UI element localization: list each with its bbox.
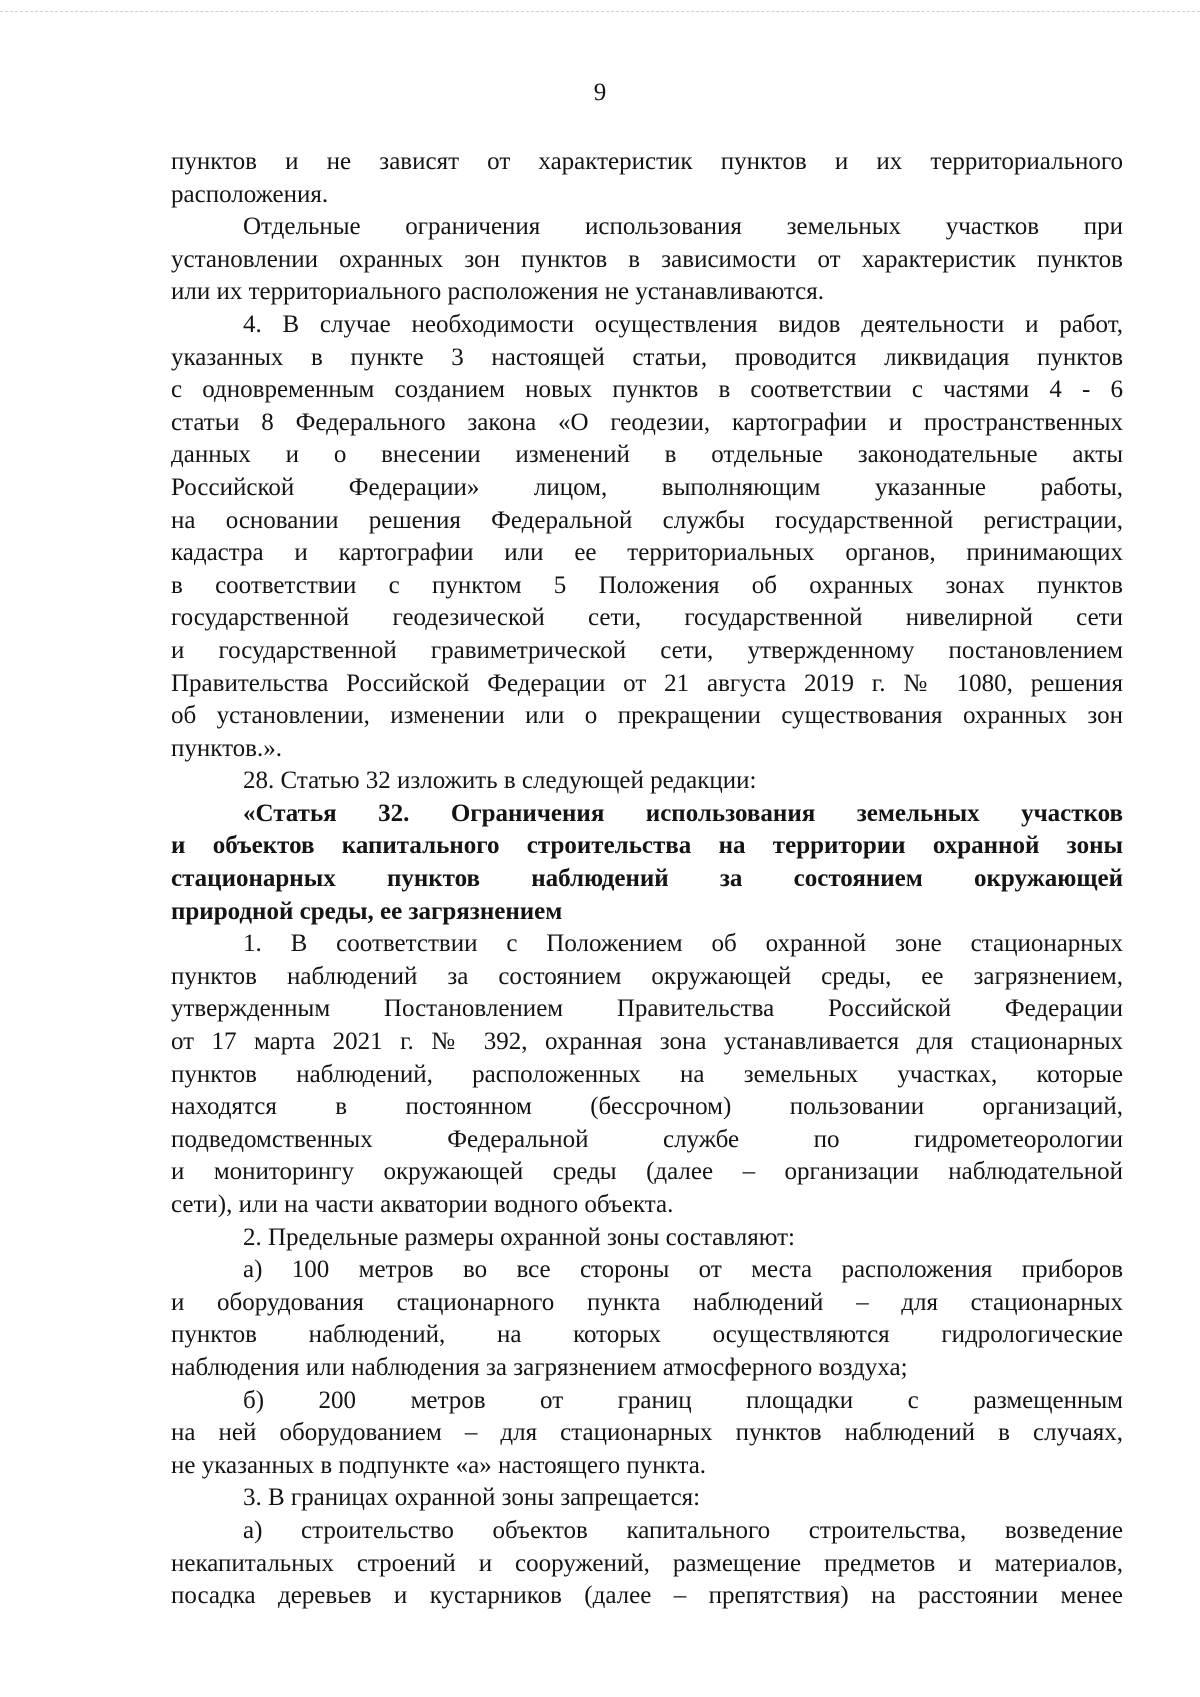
text-line: 1. В соответствии с Положением об охранной зоне стационарных [243,930,1123,958]
text-line: пунктов.». [171,734,282,762]
text-line: 4. В случае необходимости осуществления видов деятельности и работ, [243,310,1123,338]
article-heading-line: и объектов капитального строительства на территории охранной зоны [171,832,1123,860]
article-heading-line: «Статья 32. Ограничения использования земельных участков [243,799,1123,827]
text-line: не указанных в подпункте «а» настоящего пункта. [171,1451,707,1479]
text-line: сети), или на части акватории водного объекта. [171,1191,674,1218]
text-line: пунктов наблюдений, расположенных на земельных участках, которые [171,1060,1123,1088]
text-line: 3. В границах охранной зоны запрещается: [243,1484,701,1512]
text-line: 28. Статью 32 изложить в следующей редакции: [243,767,757,795]
text-line: установлении охранных зон пунктов в зависимости от характеристик пунктов [171,245,1123,273]
text-line: в соответствии с пунктом 5 Положения об охранных зонах пунктов [171,571,1123,599]
text-line: и мониторингу окружающей среды (далее – организации наблюдательной [171,1158,1123,1186]
scan-edge-line [0,11,1200,12]
text-line: с одновременным созданием новых пунктов в соответствии с частями 4 - 6 [171,376,1123,404]
text-line: посадка деревьев и кустарников (далее – препятствия) на расстоянии менее [171,1582,1123,1610]
text-line: а) строительство объектов капитального строительства, возведение [243,1516,1123,1544]
text-line: пунктов наблюдений за состоянием окружающей среды, ее загрязнением, [171,962,1123,990]
text-line: Правительства Российской Федерации от 21 августа 2019 г. № 1080, решения [171,669,1123,697]
text-line: подведомственных Федеральной службе по гидрометеорологии [171,1125,1123,1153]
document-body [171,146,1123,1613]
text-line: статьи 8 Федерального закона «О геодезии, картографии и пространственных [171,408,1123,436]
text-line: некапитальных строений и сооружений, размещение предметов и материалов, [171,1549,1123,1577]
text-line: а) 100 метров во все стороны от места расположения приборов [243,1256,1123,1284]
text-line: указанных в пункте 3 настоящей статьи, проводится ликвидация пунктов [171,343,1123,371]
text-line: данных и о внесении изменений в отдельные законодательные акты [171,441,1123,469]
text-line: и государственной гравиметрической сети, утвержденному постановлением [171,636,1123,664]
text-line: кадастра и картографии или ее территориальных органов, принимающих [171,539,1123,567]
text-line: б) 200 метров от границ площадки с размещенным [243,1386,1123,1414]
text-line: пунктов и не зависят от характеристик пунктов и их территориального [171,148,1123,175]
article-heading-line: стационарных пунктов наблюдений за состоянием окружающей [171,865,1123,893]
text-line: от 17 марта 2021 г. № 392, охранная зона устанавливается для стационарных [171,1028,1123,1056]
text-line: и оборудования стационарного пункта наблюдений – для стационарных [171,1288,1123,1316]
text-line: 2. Предельные размеры охранной зоны составляют: [243,1223,795,1251]
article-heading-line: природной среды, ее загрязнением [171,897,563,925]
text-line: об установлении, изменении или о прекращении существования охранных зон [171,702,1123,730]
text-line: на ней оборудованием – для стационарных пунктов наблюдений в случаях, [171,1419,1123,1447]
text-line: расположения. [171,180,329,208]
text-line: Отдельные ограничения использования земельных участков при [243,213,1123,241]
text-line: находятся в постоянном (бессрочном) пользовании организаций, [171,1093,1123,1121]
text-line: пунктов наблюдений, на которых осуществляются гидрологические [171,1321,1123,1349]
text-line: наблюдения или наблюдения за загрязнением атмосферного воздуха; [171,1353,908,1381]
text-line: утвержденным Постановлением Правительства Российской Федерации [171,995,1123,1023]
text-line: государственной геодезической сети, государственной нивелирной сети [171,604,1123,632]
text-line: на основании решения Федеральной службы государственной регистрации, [171,506,1123,534]
page-number: 9 [593,79,607,106]
text-line: или их территориального расположения не устанавливаются. [171,278,825,306]
text-line: Российской Федерации» лицом, выполняющим указанные работы, [171,473,1123,501]
